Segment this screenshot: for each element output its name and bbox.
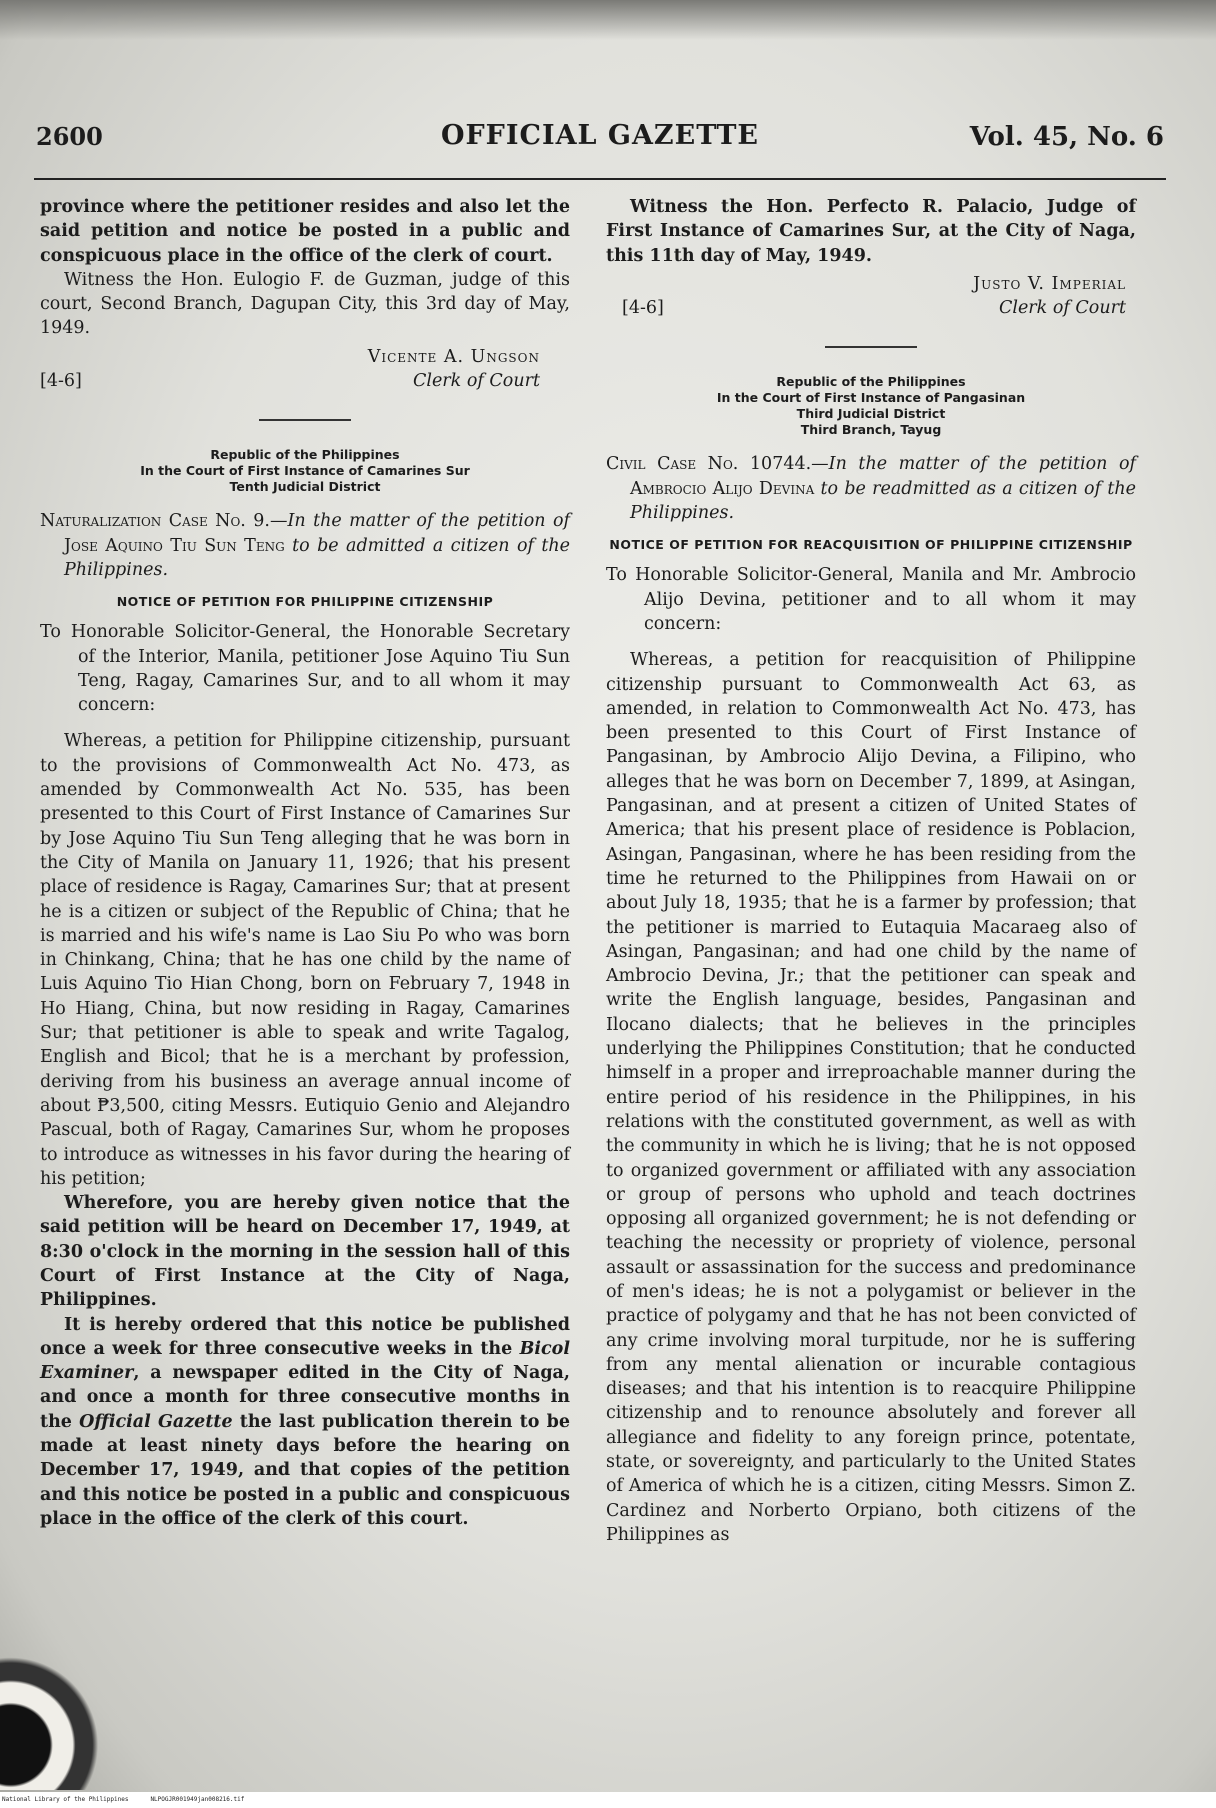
signatory-name: Vicente A. Ungson (367, 346, 540, 367)
court-heading (606, 374, 1136, 438)
section-divider (825, 346, 917, 348)
court-line: Republic of the Philippines (210, 447, 400, 463)
signature-block (40, 345, 570, 394)
signatory (973, 272, 1136, 321)
volume-number: Vol. 45, No. 6 (969, 122, 1164, 152)
publication-order-paragraph (40, 1313, 570, 1532)
page-corner-damage (0, 1640, 105, 1790)
case-text: to be readmitted as a citizen of the Philippines. (630, 478, 1136, 524)
case-caption (606, 452, 1136, 525)
case-caption (40, 509, 570, 582)
signatory-title: Clerk of Court (998, 298, 1126, 319)
case-text: —In the matter of the petition of (270, 511, 570, 532)
case-text: to be admitted a citizen of the Philippines. (64, 535, 571, 580)
court-line: Tenth Judicial District (229, 479, 381, 495)
page-number: 2600 (36, 122, 103, 151)
continuation-paragraph: province where the petitioner resides and also let the said petition and notice be posted in a public and conspicuous place in the office of the clerk of court. (40, 197, 570, 266)
section-divider (259, 419, 351, 421)
signatory-title: Clerk of Court (412, 371, 540, 392)
wherefore-paragraph: Wherefore, you are hereby given notice that the said petition will be heard on December 17, 1949, at 8:30 o'clock in the morning in the session hall of this Court of First Instance at the City of Naga, Philippines. (40, 1193, 570, 1311)
case-text: —In the matter of the petition of (811, 454, 1136, 475)
court-line: Third Branch, Tayug (800, 422, 942, 438)
source-credit: National Library of the Philippines (2, 1796, 129, 1803)
court-line: In the Court of First Instance of Pangasinan (716, 390, 1026, 406)
notice-heading: NOTICE OF PETITION FOR PHILIPPINE CITIZENSHIP (116, 594, 494, 610)
court-line: In the Court of First Instance of Camarines Sur (140, 463, 470, 479)
scan-shadow (0, 0, 1216, 40)
addressee-paragraph: To Honorable Solicitor-General, Manila and Mr. Ambrocio Alijo Devina, petitioner and to all whom it may concern: (606, 565, 1136, 634)
whereas-paragraph: Whereas, a petition for Philippine citizenship, pursuant to the provisions of Commonwealth Act No. 473, as amended by Commonwealth Act No. 535, has been presented to this Court of First Instance of Camarines Sur by Jose Aquino Tiu Sun Teng alleging that he was born in the City of Manila on January 11, 1926; that his present place of residence is Ragay, Camarines Sur; that at present he is a citizen or subject of the Republic of China; that he is married and his wife's name is Lao Siu Po who was born in Chinkang, China; that he has one child by the name of Luis Aquino Tio Hian Chong, born on February 7, 1948 in Ho Hiang, China, but now residing in Ragay, Camarines Sur; that petitioner is able to speak and write Tagalog, English and Bicol; that he is a merchant by profession, deriving from his business an average annual income of about ₱3,500, citing Messrs. Eutiquio Genio and Alejandro Pascual, both of Ragay, Camarines Sur, whom he proposes to introduce as witnesses in his favor during the hearing of his petition; (40, 731, 570, 1189)
signatory-name: Justo V. Imperial (973, 273, 1126, 294)
left-column (40, 195, 570, 1531)
court-heading (40, 447, 570, 495)
petitioner-name: Ambrocio Alijo Devina (630, 478, 815, 499)
addressee-paragraph: To Honorable Solicitor-General, the Honorable Secretary of the Interior, Manila, petitioner Jose Aquino Tiu Sun Teng, Ragay, Camarines Sur, and to all whom it may concern: (40, 622, 570, 716)
case-number: Civil Case No. 10744. (606, 454, 812, 475)
court-line: Republic of the Philippines (776, 374, 966, 390)
issue-reference: [4-6] (40, 371, 82, 392)
issue-reference: [4-6] (622, 298, 664, 319)
case-number: Naturalization Case No. 9. (40, 511, 270, 532)
witness-paragraph: Witness the Hon. Eulogio F. de Guzman, judge of this court, Second Branch, Dagupan City, this 3rd day of May, 1949. (40, 269, 570, 339)
court-line: Third Judicial District (796, 406, 946, 422)
right-column (606, 195, 1136, 1547)
header-rule (34, 178, 1166, 180)
petitioner-name: Jose Aquino Tiu Sun Teng (64, 535, 285, 556)
signature-block (606, 272, 1136, 321)
order-text: , a newspaper edited in the City of Naga, and once a month for three consecutive months in the (40, 1363, 570, 1432)
notice-heading: NOTICE OF PETITION FOR REACQUISITION OF PHILIPPINE CITIZENSHIP (609, 537, 1133, 553)
page-header (36, 120, 1164, 162)
publication-title: OFFICIAL GAZETTE (440, 120, 760, 151)
order-text: the last publication therein to be made at least ninety days before the hearing on December 17, 1949, and that copies of the petition and this notice be posted in a public and conspicuous place in the office of the clerk of this court. (40, 1411, 570, 1529)
witness-paragraph: Witness the Hon. Perfecto R. Palacio, Judge of First Instance of Camarines Sur, at the City of Naga, this 11th day of May, 1949. (606, 197, 1136, 266)
signatory (368, 345, 550, 394)
whereas-paragraph: Whereas, a petition for reacquisition of Philippine citizenship pursuant to Commonwealth Act 63, as amended, in relation to Commonwealth Act No. 473, has been presented to this Court of First Instance of Pangasinan, by Ambrocio Alijo Devina, a Filipino, who alleges that he was born on December 7, 1899, at Asingan, Pangasinan, and at present a citizen of United States of America; that his present place of residence is Poblacion, Asingan, Pangasinan, where he has been residing from the time he returned to the Philippines from Hawaii on or about July 18, 1935; that he is a farmer by profession; that the petitioner is married to Eutaquia Macaraeg also of Asingan, Pangasinan; and had one child by the name of Ambrocio Devina, Jr.; that the petitioner can speak and write the English language, besides, Pangasinan and Ilocano dialects; that he believes in the principles underlying the Philippines Constitution; that he conducted himself in a proper and irreproachable manner during the entire period of his residence in the Philippines, in his relations with the constituted government, as well as with the community in which he is living; that he is not opposed to organized government or affiliated with any association or group of persons who uphold and teach doctrines opposing all organized government; he is not defending or teaching the necessity or propriety of violence, personal assault or assassination for the success and predominance of men's ideas; he is not a polygamist or believer in the practice of polygamy and that he has not been convicted of any crime involving moral turpitude, nor he is suffering from any mental alienation or incurable contagious diseases; and that his intention is to reacquire Philippine citizenship and to renounce absolutely and forever all allegiance and fidelity to any foreign prince, potentate, state, or sovereignty, and particularly to the United States of America of which he is a citizen, citing Messrs. Simon Z. Cardinez and Norberto Orpiano, both citizens of the Philippines as (606, 650, 1136, 1545)
order-text: It is hereby ordered that this notice be published once a week for three consecutive weeks in the (40, 1314, 570, 1359)
scan-filename: NLPOGJR001949jan008216.tif (150, 1796, 245, 1803)
scan-footer (0, 1792, 1216, 1808)
gazette-name: Official Gazette (79, 1411, 233, 1432)
newspaper-name: Bicol Examiner (40, 1338, 570, 1384)
